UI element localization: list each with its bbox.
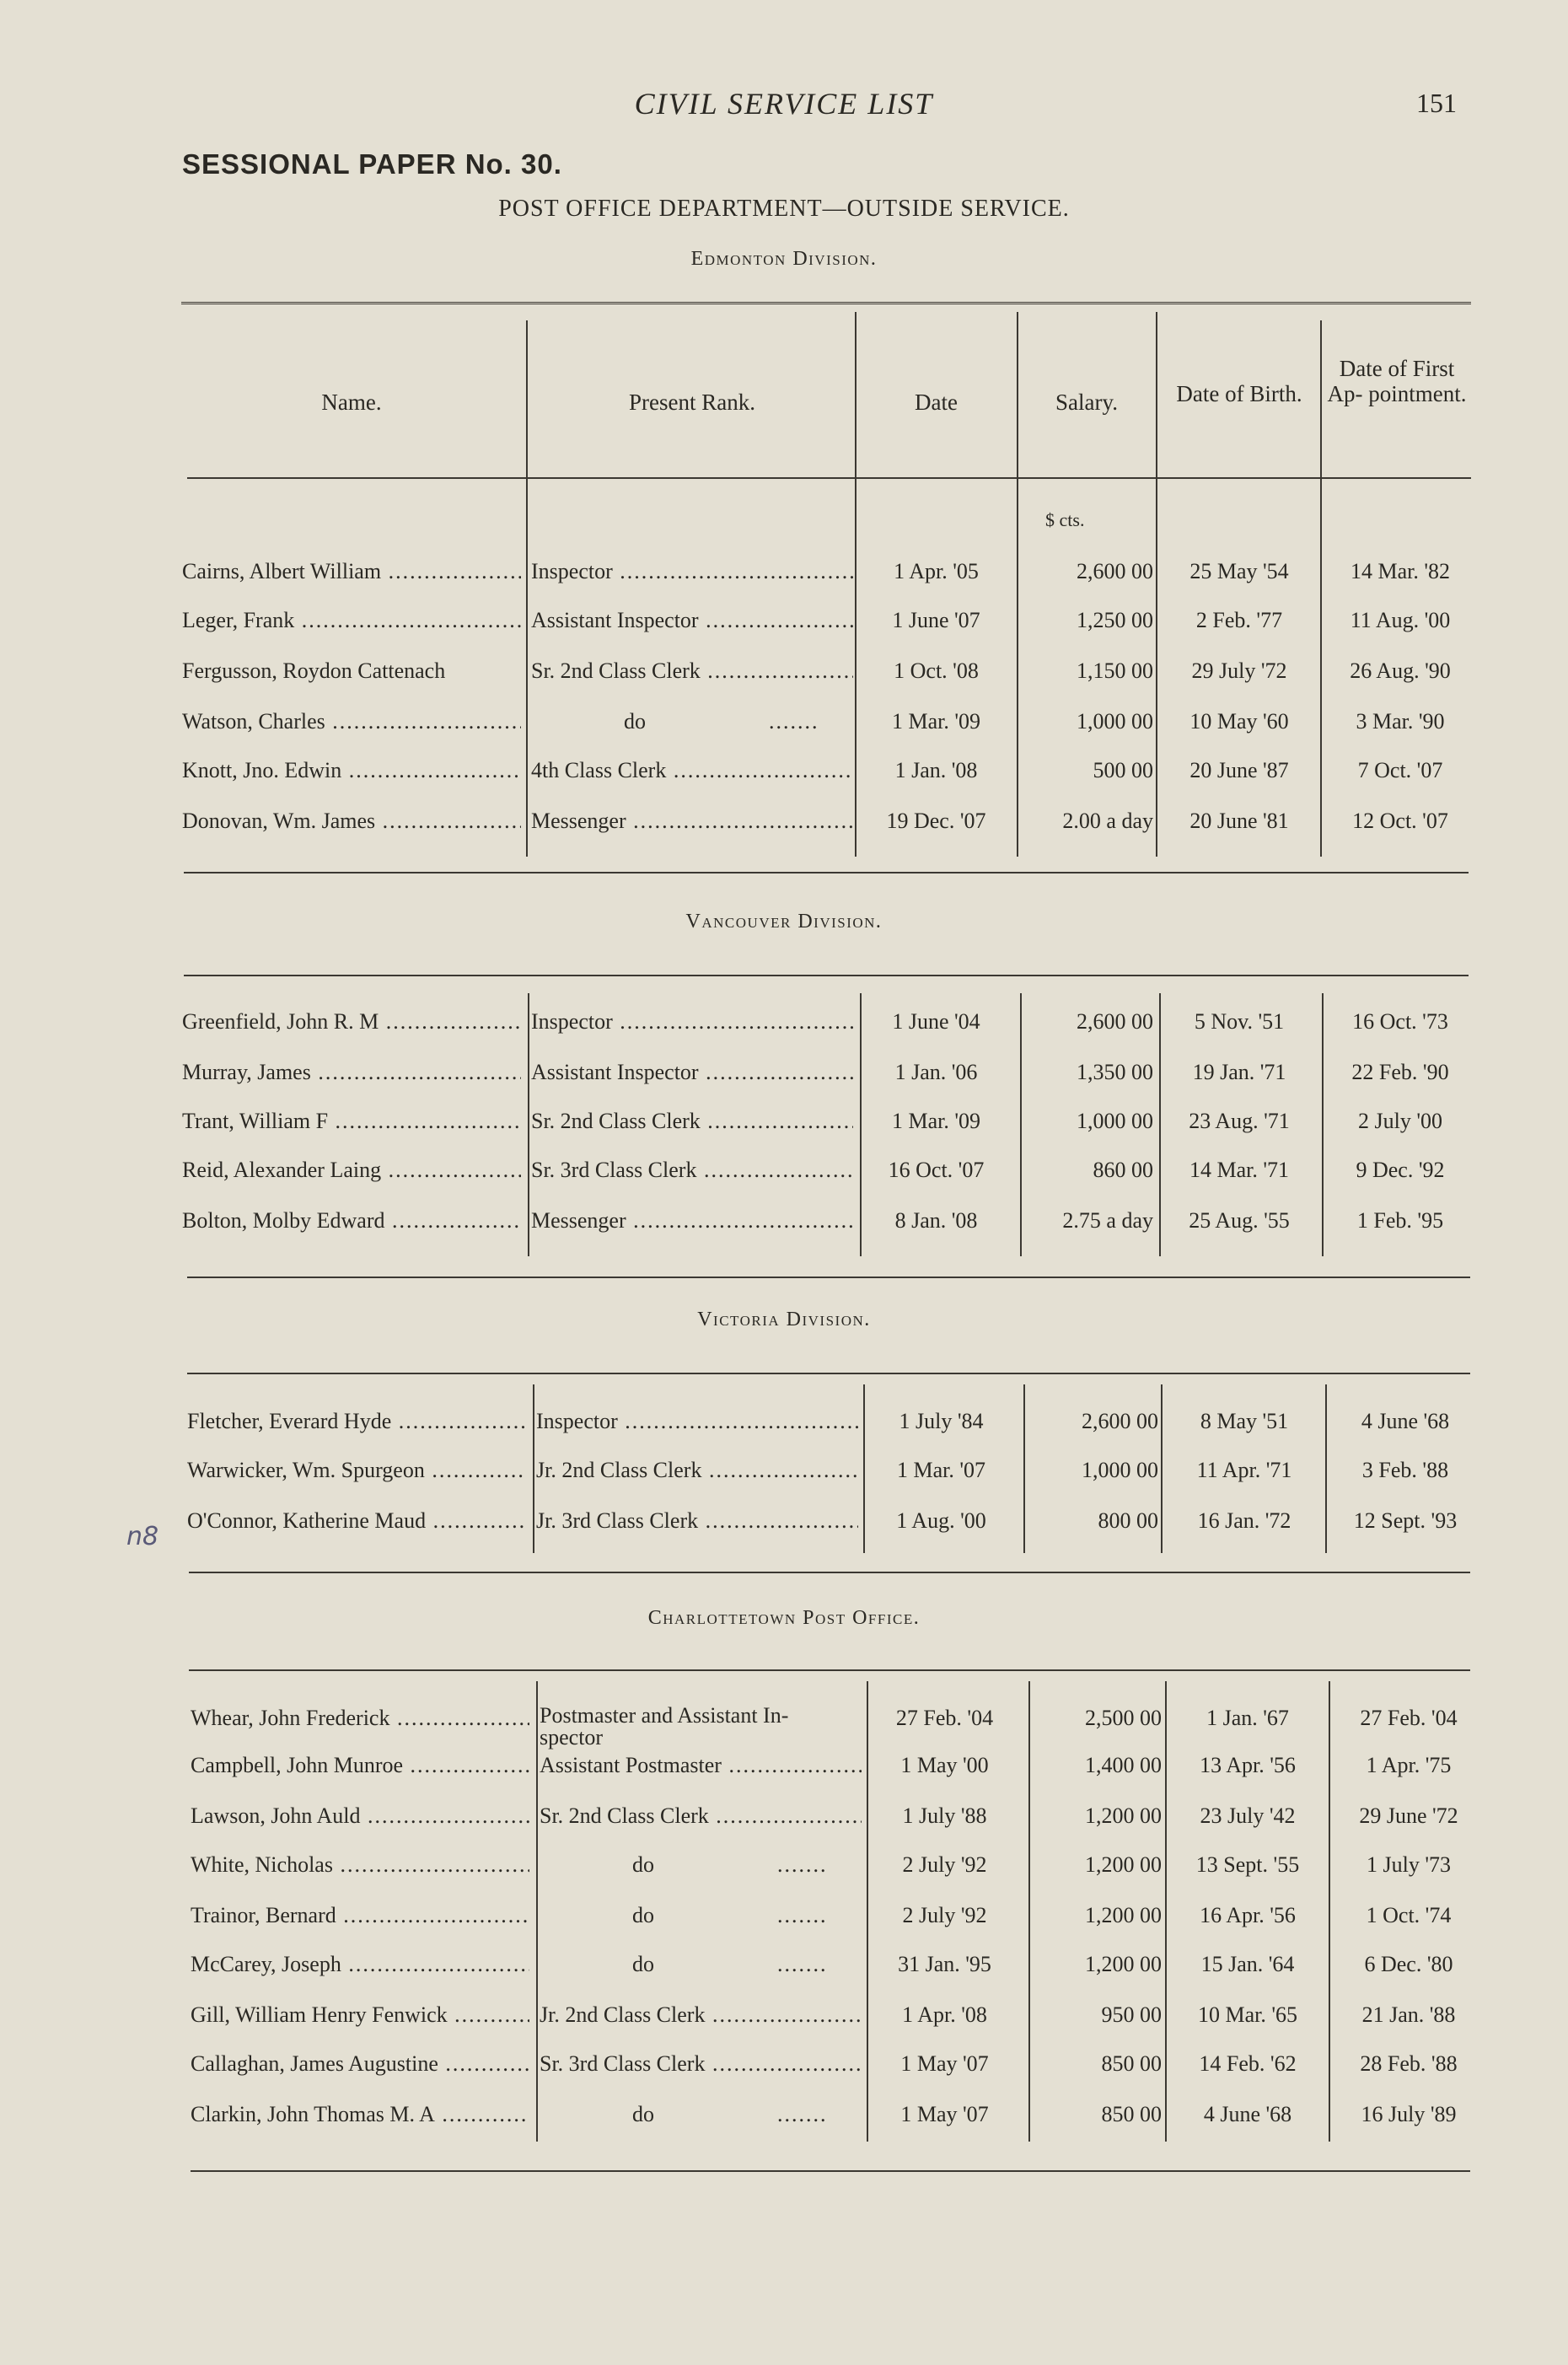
- cell-first-appointment: 22 Feb. '90: [1351, 1060, 1449, 1084]
- cell-birth: 14 Feb. '62: [1199, 2051, 1297, 2076]
- division-top-rule: [184, 975, 1469, 976]
- cell-first-appointment: 11 Aug. '00: [1350, 608, 1451, 632]
- cell-salary: 2.00 a day: [1062, 809, 1153, 833]
- table-row: [0, 1059, 1568, 1088]
- column-header-date: Date: [915, 390, 958, 415]
- cell-first-appointment: 26 Aug. '90: [1350, 658, 1451, 683]
- cell-first-appointment: 14 Mar. '82: [1350, 559, 1451, 583]
- cell-name: McCarey, Joseph .....: [191, 1951, 529, 1980]
- cell-salary: 2,600 00: [1082, 1409, 1158, 1433]
- cell-first-appointment: 1 July '73: [1366, 1852, 1452, 1877]
- cell-first-appointment: 28 Feb. '88: [1360, 2051, 1458, 2076]
- column-header-birth: Date of Birth.: [1176, 381, 1302, 406]
- cell-date: 1 Apr. '05: [894, 559, 979, 583]
- cell-rank: Postmaster and Assistant In- spector: [540, 1705, 789, 1750]
- cell-salary: 850 00: [1101, 2102, 1162, 2126]
- cell-rank-ditto: do: [624, 709, 646, 734]
- table-row: [8, 1902, 1568, 1931]
- table-row: [8, 1951, 1568, 1980]
- division-bottom-rule: [187, 1277, 1470, 1278]
- cell-birth: 23 Aug. '71: [1189, 1109, 1290, 1133]
- cell-rank: Messenger .....: [531, 1207, 853, 1236]
- cell-birth: 1 Jan. '67: [1206, 1706, 1289, 1730]
- cell-salary: 1,200 00: [1085, 1903, 1162, 1927]
- cell-birth: 4 June '68: [1203, 2102, 1292, 2126]
- cell-date: 1 Mar. '07: [896, 1458, 986, 1482]
- cell-name: Fletcher, Everard Hyde .....: [187, 1408, 526, 1437]
- table-row: [0, 558, 1568, 587]
- cell-date: 2 July '92: [902, 1903, 987, 1927]
- cell-name: Lawson, John Auld .....: [191, 1803, 529, 1831]
- cell-name: Cairns, Albert William .....: [182, 558, 521, 587]
- cell-name: Leger, Frank .....: [182, 607, 521, 636]
- table-row: [8, 1752, 1568, 1781]
- header-bottom-rule: [187, 477, 1471, 479]
- cell-birth: 23 July '42: [1200, 1803, 1296, 1828]
- division-title-charlottetown: Charlottetown Post Office.: [647, 1607, 921, 1629]
- table-row: [5, 1457, 1568, 1486]
- cell-salary: 1,200 00: [1085, 1803, 1162, 1828]
- cell-date: 1 May '00: [900, 1753, 989, 1777]
- division-top-rule: [187, 1373, 1470, 1374]
- table-row: [0, 607, 1568, 636]
- cell-date: 19 Dec. '07: [886, 809, 986, 833]
- cell-rank: Sr. 2nd Class Clerk .....: [531, 1108, 853, 1137]
- cell-birth: 10 Mar. '65: [1197, 2002, 1298, 2027]
- cell-first-appointment: 1 Feb. '95: [1356, 1208, 1444, 1233]
- table-row: [8, 1705, 1568, 1755]
- cell-date: 1 Mar. '09: [891, 709, 981, 734]
- cell-date: 2 July '92: [902, 1852, 987, 1877]
- cell-birth: 25 Aug. '55: [1189, 1208, 1290, 1233]
- cell-name: Greenfield, John R. M .....: [182, 1008, 521, 1037]
- cell-date: 1 June '04: [892, 1009, 980, 1034]
- cell-birth: 19 Jan. '71: [1192, 1060, 1286, 1084]
- cell-salary: 1,200 00: [1085, 1852, 1162, 1877]
- cell-first-appointment: 12 Sept. '93: [1353, 1508, 1458, 1533]
- cell-date: 1 July '84: [899, 1409, 984, 1433]
- cell-first-appointment: 2 July '00: [1357, 1109, 1443, 1133]
- cell-name: Reid, Alexander Laing .....: [182, 1157, 521, 1185]
- page-number: 151: [1416, 88, 1457, 118]
- cell-date: 27 Feb. '04: [895, 1706, 994, 1730]
- cell-first-appointment: 1 Oct. '74: [1366, 1903, 1452, 1927]
- table-top-rule: [181, 302, 1471, 308]
- cell-rank: Sr. 3rd Class Clerk .....: [540, 2051, 862, 2079]
- cell-rank: Assistant Postmaster .....: [540, 1752, 862, 1781]
- cell-date: 1 Oct. '08: [894, 658, 979, 683]
- table-row: [0, 658, 1568, 686]
- table-row: [8, 2101, 1568, 2130]
- cell-salary: 2.75 a day: [1062, 1208, 1153, 1233]
- cell-birth: 10 May '60: [1189, 709, 1289, 734]
- cell-birth: 15 Jan. '64: [1200, 1952, 1295, 1976]
- cell-rank: Inspector .....: [531, 558, 853, 587]
- leader-dots: .......: [777, 1952, 828, 1976]
- sessional-paper-title: SESSIONAL PAPER No. 30.: [182, 148, 562, 180]
- cell-salary: 2,600 00: [1077, 1009, 1153, 1034]
- cell-first-appointment: 6 Dec. '80: [1364, 1952, 1453, 1976]
- division-bottom-rule: [184, 872, 1469, 873]
- cell-rank: Jr. 3rd Class Clerk .....: [536, 1508, 858, 1536]
- cell-date: 1 July '88: [902, 1803, 987, 1828]
- cell-rank: Assistant Inspector .....: [531, 1059, 853, 1088]
- division-title-victoria: Victoria Division.: [697, 1309, 871, 1330]
- cell-date: 1 Jan. '08: [894, 758, 978, 782]
- cell-name: Callaghan, James Augustine .....: [191, 2051, 529, 2079]
- cell-name: Warwicker, Wm. Spurgeon .....: [187, 1457, 526, 1486]
- cell-rank: Assistant Inspector .....: [531, 607, 853, 636]
- table-row: [8, 1803, 1568, 1831]
- cell-rank: Jr. 2nd Class Clerk .....: [536, 1457, 858, 1486]
- cell-salary: 2,600 00: [1077, 559, 1153, 583]
- division-top-rule: [189, 1669, 1470, 1671]
- cell-rank: Sr. 3rd Class Clerk .....: [531, 1157, 853, 1185]
- cell-salary: 500 00: [1093, 758, 1153, 782]
- table-row: [8, 2002, 1568, 2030]
- table-row: [0, 708, 1568, 737]
- cell-date: 1 Jan. '06: [894, 1060, 978, 1084]
- cell-rank: Sr. 2nd Class Clerk .....: [540, 1803, 862, 1831]
- cell-name: Donovan, Wm. James .....: [182, 808, 521, 836]
- cell-rank-ditto: do: [632, 1903, 654, 1927]
- cell-first-appointment: 4 June '68: [1361, 1409, 1450, 1433]
- cell-rank-ditto: do: [632, 1952, 654, 1976]
- cell-rank: 4th Class Clerk .....: [531, 757, 853, 786]
- cell-birth: 2 Feb. '77: [1195, 608, 1283, 632]
- cell-salary: 1,200 00: [1085, 1952, 1162, 1976]
- cell-name: Watson, Charles .....: [182, 708, 521, 737]
- division-title-edmonton: Edmonton Division.: [690, 248, 878, 270]
- column-header-first-appointment: Date of First Ap- pointment.: [1327, 356, 1467, 406]
- cell-first-appointment: 27 Feb. '04: [1360, 1706, 1458, 1730]
- cell-rank: Messenger .....: [531, 808, 853, 836]
- cell-rank: Inspector .....: [536, 1408, 858, 1437]
- currency-unit: $ cts.: [1045, 509, 1085, 530]
- leader-dots: .......: [777, 2102, 828, 2126]
- cell-rank-ditto: do: [632, 1852, 654, 1877]
- cell-first-appointment: 7 Oct. '07: [1357, 758, 1443, 782]
- cell-rank: Jr. 2nd Class Clerk .....: [540, 2002, 862, 2030]
- table-row: [0, 1108, 1568, 1137]
- cell-name: Whear, John Frederick .....: [191, 1705, 529, 1733]
- cell-name: Fergusson, Roydon Cattenach: [182, 658, 446, 683]
- cell-salary: 1,000 00: [1082, 1458, 1158, 1482]
- column-header-rank: Present Rank.: [629, 390, 755, 415]
- table-row: [0, 1008, 1568, 1037]
- cell-salary: 1,000 00: [1077, 1109, 1153, 1133]
- cell-birth: 8 May '51: [1200, 1409, 1289, 1433]
- column-header-salary: Salary.: [1055, 390, 1118, 415]
- cell-date: 1 Mar. '09: [891, 1109, 981, 1133]
- division-bottom-rule: [189, 1572, 1470, 1573]
- cell-first-appointment: 12 Oct. '07: [1352, 809, 1448, 833]
- cell-birth: 16 Apr. '56: [1200, 1903, 1296, 1927]
- cell-birth: 5 Nov. '51: [1194, 1009, 1285, 1034]
- cell-name: Murray, James .....: [182, 1059, 521, 1088]
- cell-birth: 29 July '72: [1191, 658, 1287, 683]
- cell-salary: 950 00: [1101, 2002, 1162, 2027]
- cell-date: 1 Aug. '00: [896, 1508, 986, 1533]
- cell-salary: 2,500 00: [1085, 1706, 1162, 1730]
- cell-birth: 20 June '81: [1189, 809, 1289, 833]
- cell-date: 1 May '07: [900, 2102, 989, 2126]
- table-row: [0, 1157, 1568, 1185]
- cell-first-appointment: 3 Mar. '90: [1356, 709, 1445, 734]
- cell-birth: 16 Jan. '72: [1197, 1508, 1291, 1533]
- cell-salary: 1,250 00: [1077, 608, 1153, 632]
- cell-birth: 20 June '87: [1189, 758, 1289, 782]
- cell-salary: 1,150 00: [1077, 658, 1153, 683]
- cell-salary: 1,000 00: [1077, 709, 1153, 734]
- cell-first-appointment: 21 Jan. '88: [1361, 2002, 1456, 2027]
- cell-date: 8 Jan. '08: [894, 1208, 978, 1233]
- cell-salary: 1,400 00: [1085, 1753, 1162, 1777]
- cell-name: Trant, William F .....: [182, 1108, 521, 1137]
- cell-first-appointment: 3 Feb. '88: [1361, 1458, 1449, 1482]
- cell-birth: 14 Mar. '71: [1189, 1158, 1290, 1182]
- cell-date: 1 Apr. '08: [902, 2002, 987, 2027]
- leader-dots: .......: [777, 1903, 828, 1927]
- cell-rank: Sr. 2nd Class Clerk .....: [531, 658, 853, 686]
- table-bottom-rule: [191, 2170, 1470, 2172]
- leader-dots: .......: [769, 709, 819, 734]
- table-row: [0, 1207, 1568, 1236]
- cell-name: White, Nicholas .....: [191, 1852, 529, 1880]
- cell-date: 1 June '07: [892, 608, 980, 632]
- cell-birth: 13 Apr. '56: [1200, 1753, 1296, 1777]
- cell-name: Clarkin, John Thomas M. A .....: [191, 2101, 529, 2130]
- table-row: [5, 1508, 1568, 1536]
- handwritten-margin-note: n8: [126, 1522, 159, 1551]
- cell-first-appointment: 1 Apr. '75: [1366, 1753, 1452, 1777]
- cell-date: 1 May '07: [900, 2051, 989, 2076]
- cell-date: 31 Jan. '95: [898, 1952, 991, 1976]
- leader-dots: .......: [777, 1852, 828, 1877]
- cell-date: 16 Oct. '07: [888, 1158, 985, 1182]
- table-row: [8, 1852, 1568, 1880]
- cell-rank-ditto: do: [632, 2102, 654, 2126]
- cell-salary: 800 00: [1098, 1508, 1158, 1533]
- cell-rank: Inspector .....: [531, 1008, 853, 1037]
- running-head: CIVIL SERVICE LIST: [634, 87, 934, 121]
- cell-salary: 1,350 00: [1077, 1060, 1153, 1084]
- division-title-vancouver: Vancouver Division.: [685, 911, 883, 933]
- cell-birth: 13 Sept. '55: [1195, 1852, 1300, 1877]
- table-row: [8, 2051, 1568, 2079]
- table-row: [5, 1408, 1568, 1437]
- cell-name: Trainor, Bernard .....: [191, 1902, 529, 1931]
- cell-first-appointment: 29 June '72: [1359, 1803, 1458, 1828]
- cell-name: Gill, William Henry Fenwick .....: [191, 2002, 529, 2030]
- cell-name: O'Connor, Katherine Maud .....: [187, 1508, 526, 1536]
- cell-first-appointment: 16 July '89: [1361, 2102, 1457, 2126]
- cell-name: Campbell, John Munroe .....: [191, 1752, 529, 1781]
- cell-salary: 860 00: [1093, 1158, 1153, 1182]
- cell-salary: 850 00: [1101, 2051, 1162, 2076]
- cell-name: Bolton, Molby Edward .....: [182, 1207, 521, 1236]
- column-header-name: Name.: [321, 390, 382, 415]
- cell-first-appointment: 9 Dec. '92: [1356, 1158, 1445, 1182]
- cell-first-appointment: 16 Oct. '73: [1352, 1009, 1448, 1034]
- table-row: [0, 808, 1568, 836]
- cell-name: Knott, Jno. Edwin .....: [182, 757, 521, 786]
- cell-birth: 25 May '54: [1189, 559, 1289, 583]
- table-row: [0, 757, 1568, 786]
- cell-birth: 11 Apr. '71: [1196, 1458, 1292, 1482]
- department-title: POST OFFICE DEPARTMENT—OUTSIDE SERVICE.: [498, 196, 1070, 222]
